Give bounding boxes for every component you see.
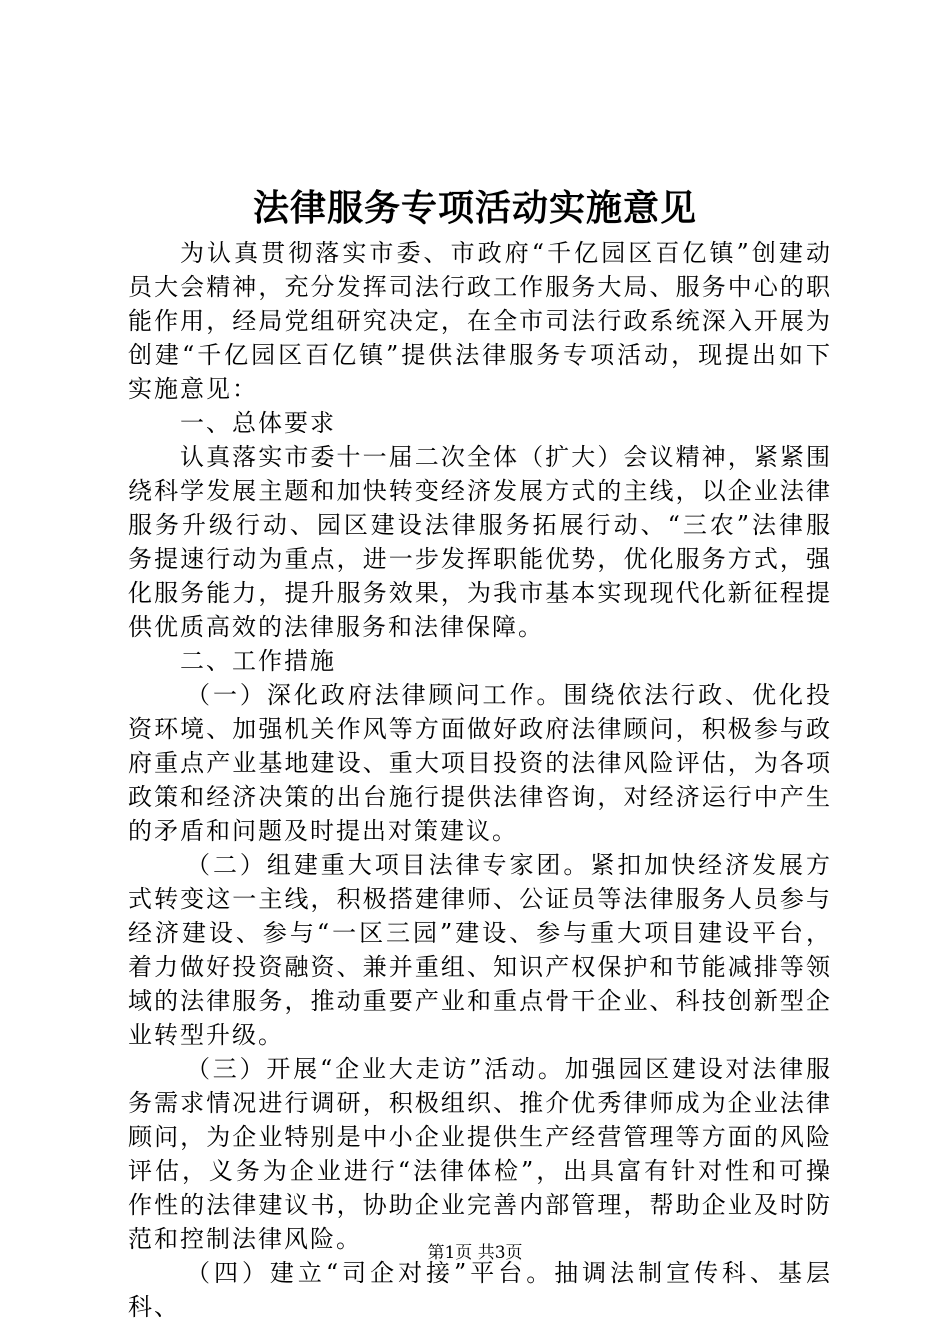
- document-body: [128, 236, 832, 1324]
- measure-paragraph-1: （一）深化政府法律顾问工作。围绕依法行政、优化投资环境、加强机关作风等方面做好政府法律顾问，积极参与政府重点产业基地建设、重大项目投资的法律风险评估，为各项政策和经济决策的出台施行提供法律咨询，对经济运行中产生的矛盾和问题及时提出对策建议。: [128, 681, 832, 845]
- general-requirements-paragraph: 认真落实市委十一届二次全体（扩大）会议精神，紧紧围绕科学发展主题和加快转变经济发展方式的主线，以企业法律服务升级行动、园区建设法律服务拓展行动、“三农”法律服务提速行动为重点，进一步发挥职能优势，优化服务方式，强化服务能力，提升服务效果，为我市基本实现现代化新征程提供优质高效的法律服务和法律保障。: [128, 443, 832, 641]
- section-heading-general-requirements: 一、总体要求: [180, 409, 336, 437]
- page-number-footer: 第1页 共3页: [427, 1243, 523, 1263]
- measure-paragraph-3: （三）开展“企业大走访”活动。加强园区建设对法律服务需求情况进行调研，积极组织、推介优秀律师成为企业法律顾问，为企业特别是中小企业提供生产经营管理等方面的风险评估，义务为企业进行“法律体检”，出具富有针对性和可操作性的法律建议书，协助企业完善内部管理，帮助企业及时防范和控制法律风险。: [128, 1055, 832, 1253]
- measure-paragraph-2: （二）组建重大项目法律专家团。紧扣加快经济发展方式转变这一主线，积极搭建律师、公证员等法律服务人员参与经济建设、参与“一区三园”建设、参与重大项目建设平台，着力做好投资融资、兼并重组、知识产权保护和节能减排等领域的法律服务，推动重要产业和重点骨干企业、科技创新型企业转型升级。: [128, 851, 832, 1049]
- document-title: 法律服务专项活动实施意见: [252, 187, 697, 229]
- intro-paragraph: 为认真贯彻落实市委、市政府“千亿园区百亿镇”创建动员大会精神，充分发挥司法行政工作服务大局、服务中心的职能作用，经局党组研究决定，在全市司法行政系统深入开展为创建“千亿园区百亿镇”提供法律服务专项活动，现提出如下实施意见：: [128, 239, 832, 403]
- measure-paragraph-4: （四）建立“司企对接”平台。抽调法制宣传科、基层科、: [128, 1259, 832, 1321]
- section-heading-work-measures: 二、工作措施: [180, 647, 336, 675]
